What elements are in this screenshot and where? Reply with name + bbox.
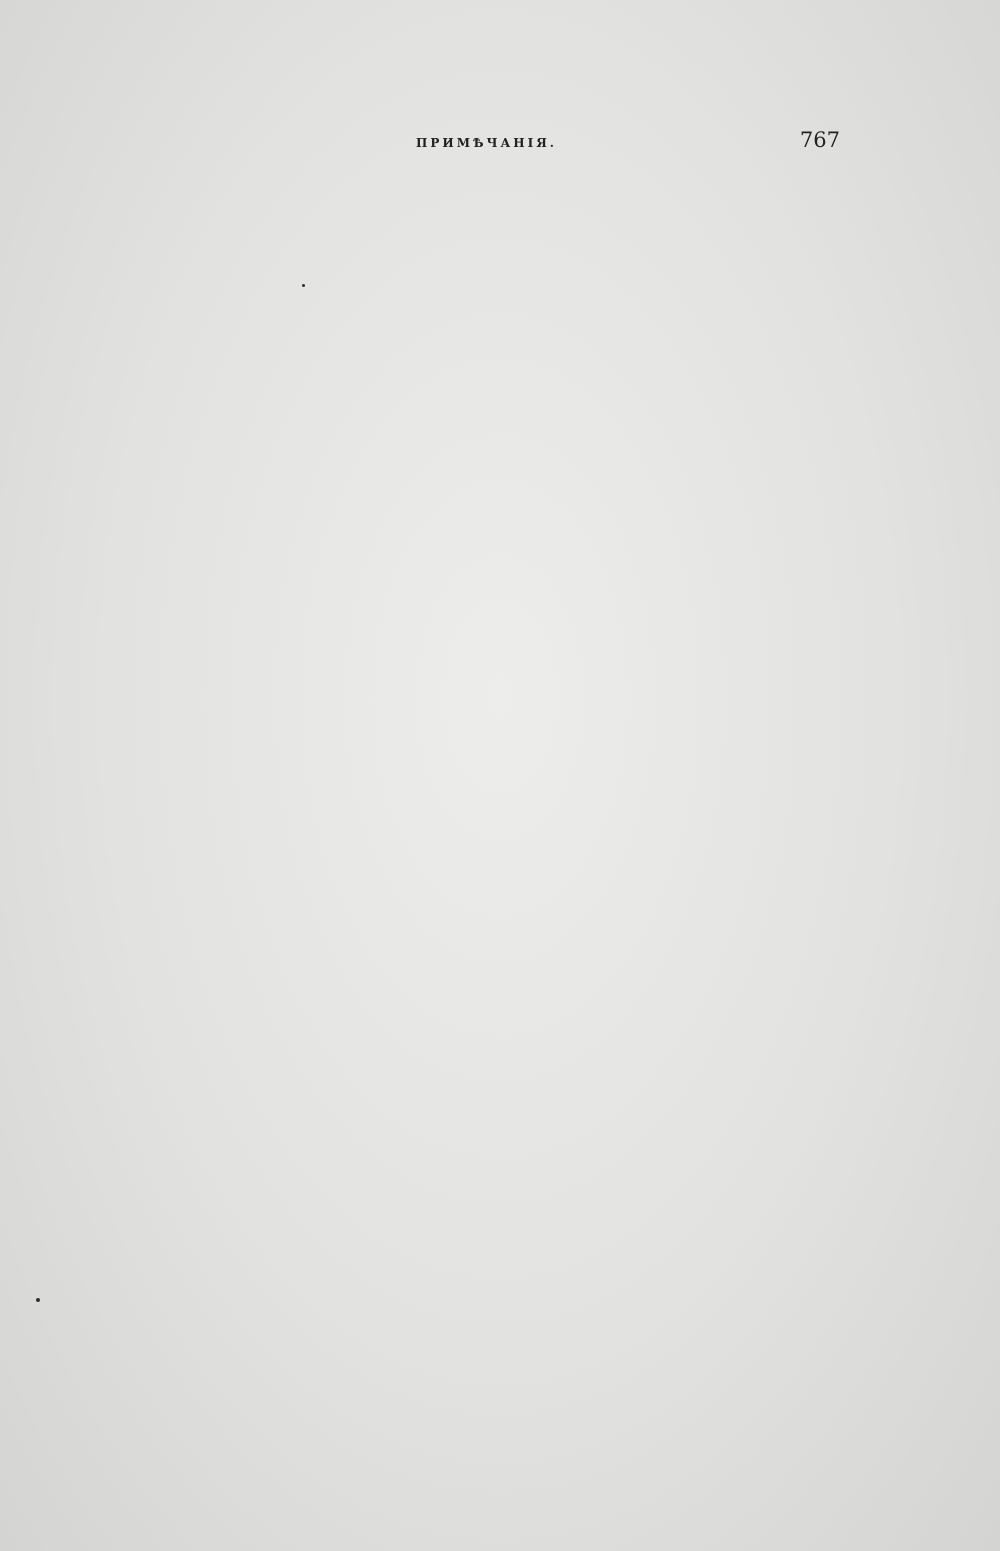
page-number: 767 bbox=[799, 128, 840, 152]
print-speck bbox=[302, 284, 305, 287]
page-header bbox=[188, 128, 840, 160]
running-head: ПРИМѢЧАНІЯ. bbox=[416, 136, 557, 150]
print-speck bbox=[36, 1298, 40, 1302]
